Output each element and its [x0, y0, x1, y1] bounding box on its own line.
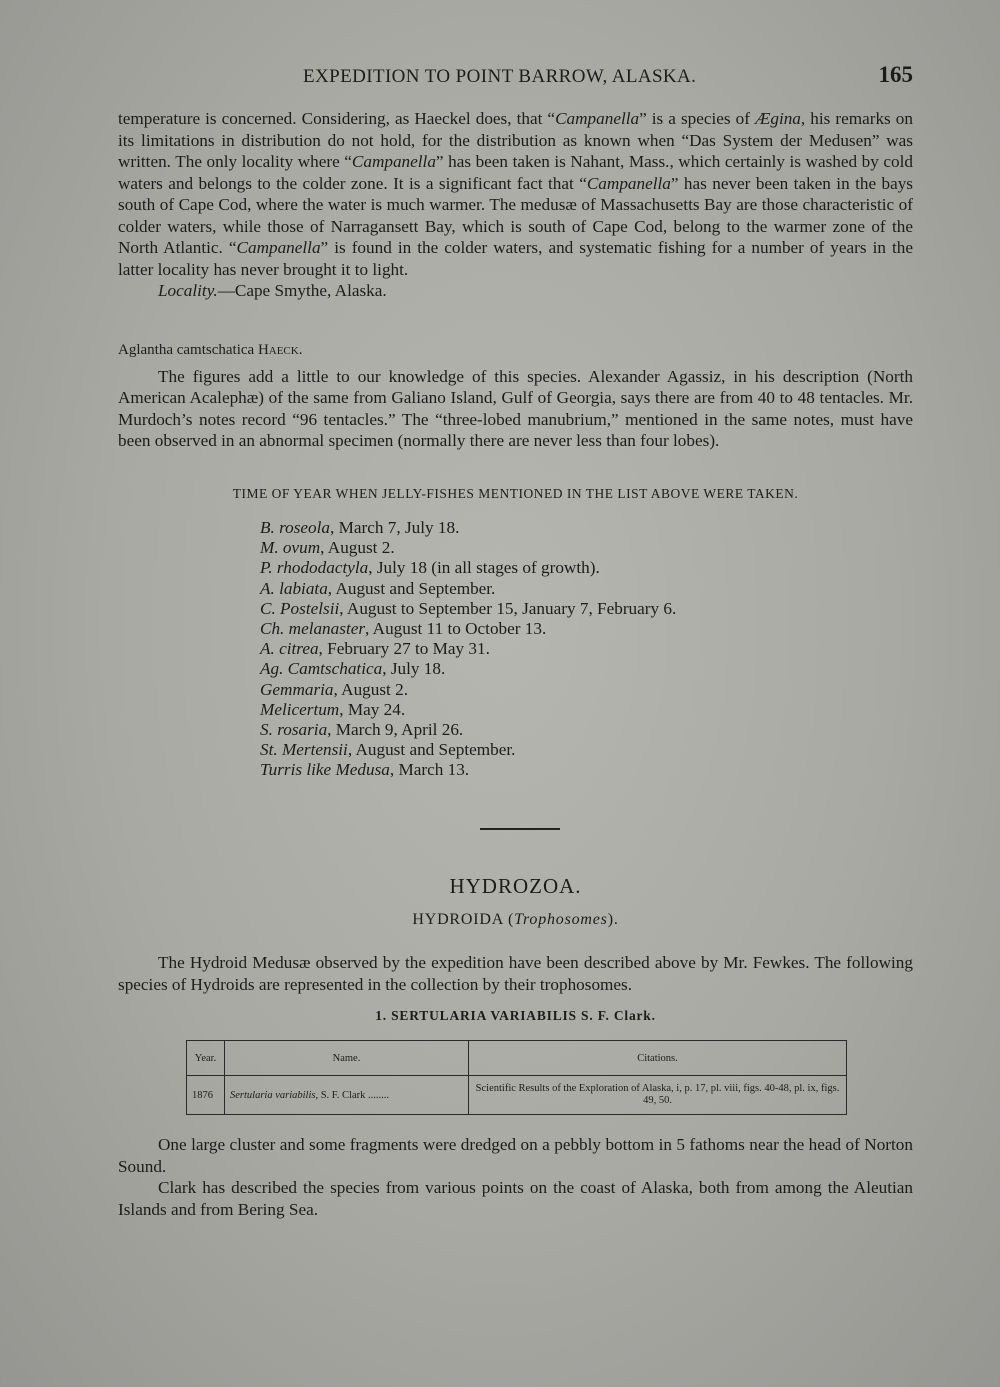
list-item-species: Gemmaria	[260, 679, 334, 699]
list-item-species: Melicertum	[260, 699, 340, 719]
list-item-dates: , August and September.	[327, 578, 496, 598]
cell-year: 1876	[187, 1076, 225, 1115]
locality-line: Locality.—Cape Smythe, Alaska.	[158, 281, 387, 300]
intro-section	[118, 108, 913, 302]
table-header-row	[187, 1041, 847, 1076]
section-title-hydrozoa: HYDROZOA.	[449, 874, 582, 898]
subsection-title-hydroida: HYDROIDA (Trophosomes).	[412, 911, 619, 928]
aglantha-paragraph: The figures add a little to our knowledge of this species. Alexander Agassiz, in his description (North American Acalephæ) of the same from Galiano Island, Gulf of Georgia, says there are from 40 to 48 tentacles. Mr. Murdoch’s notes record “96 tentacles.” The “three-lobed manubrium,” mentioned in the same notes, must have been observed in an abnormal specimen (normally there are never less than four lobes).	[118, 366, 913, 450]
list-item-species: P. rhododactyla	[260, 558, 369, 578]
sertularia-paragraph-2: Clark has described the species from various points on the coast of Alaska, both from among the Aleutian Islands and from Bering Sea.	[118, 1178, 913, 1219]
list-item-species: Turris like Medusa	[260, 760, 390, 780]
list-item-dates: , August 2.	[333, 679, 409, 699]
list-item-dates: , August to September 15, January 7, February 6.	[339, 598, 677, 618]
list-item	[260, 558, 860, 578]
page-header	[118, 62, 913, 92]
sertularia-notes	[118, 1134, 913, 1220]
list-item-species: M. ovum	[260, 538, 321, 558]
column-header-name: Name.	[225, 1041, 469, 1076]
aglantha-section	[118, 340, 913, 452]
locality-label: Locality.	[158, 281, 218, 300]
list-item-dates: , August and September.	[347, 740, 516, 760]
list-item-species: S. rosaria	[260, 720, 328, 740]
list-item	[260, 659, 860, 679]
list-item-dates: , February 27 to May 31.	[318, 639, 490, 659]
list-item	[260, 579, 860, 599]
intro-paragraph: temperature is concerned. Considering, as Haeckel does, that “Campanella” is a species of Ægina, his remarks on its limitations in distribution do not hold, for the distribution as known when “Das System der Medusen” was written. The only locality where “Campanella” has been taken is Nahant, Mass., which certainly is washed by cold waters and belongs to the colder zone. It is a significant fact that “Campanella” has never been taken in the bays south of Cape Cod, where the water is much warmer. The medusæ of Massachusetts Bay are those characteristic of colder waters, while those of Narragansett Bay, which is south of Cape Cod, belong to the warmer zone of the North Atlantic. “Campanella” is found in the colder waters, and systematic fishing for a number of years in the latter locality has never brought it to light.	[118, 109, 913, 279]
list-item	[260, 680, 860, 700]
cell-name: Sertularia variabilis, S. F. Clark ........	[225, 1076, 469, 1115]
list-item-dates: , July 18.	[382, 659, 446, 679]
list-item	[260, 518, 860, 538]
list-item	[260, 538, 860, 558]
hydrozoa-intro-paragraph: The Hydroid Medusæ observed by the expedition have been described above by Mr. Fewkes. The following species of Hydroids are represented in the collection by their trophosomes.	[118, 953, 913, 994]
list-item	[260, 619, 860, 639]
list-item-dates: , May 24.	[339, 699, 406, 719]
list-item-species: Ag. Camtschatica	[260, 659, 383, 679]
page-number: 165	[878, 62, 913, 87]
list-item	[260, 760, 860, 780]
list-item-species: B. roseola	[260, 518, 331, 537]
column-header-year: Year.	[187, 1041, 225, 1076]
list-item-dates: , August 2.	[320, 538, 395, 558]
column-header-citations: Citations.	[469, 1041, 847, 1076]
list-item-dates: , August 11 to October 13.	[365, 619, 547, 639]
list-item	[260, 720, 860, 740]
list-item-dates: , March 9, April 26.	[327, 720, 464, 740]
list-item-dates: , July 18 (in all stages of growth).	[368, 558, 600, 578]
time-list-caption: TIME OF YEAR WHEN JELLY-FISHES MENTIONED IN THE LIST ABOVE WERE TAKEN.	[232, 486, 799, 501]
running-head: EXPEDITION TO POINT BARROW, ALASKA.	[303, 66, 697, 87]
list-item-dates: , March 13.	[389, 760, 470, 780]
hydrozoa-intro	[118, 952, 913, 995]
list-item	[260, 740, 860, 760]
species-title-sertularia: 1. SERTULARIA VARIABILIS S. F. Clark.	[375, 1008, 656, 1023]
section-divider	[480, 828, 560, 830]
list-item-species: A. labiata	[260, 578, 328, 598]
list-item	[260, 639, 860, 659]
citations-table	[186, 1040, 847, 1115]
list-item-species: C. Postelsii	[260, 598, 340, 618]
list-item-dates: , March 7, July 18.	[330, 518, 460, 537]
cell-citation: Scientific Results of the Exploration of Alaska, i, p. 17, pl. viii, figs. 40-48, pl. ix, figs. 49, 50.	[469, 1076, 847, 1115]
table-row	[187, 1076, 847, 1115]
list-item-species: A. citrea	[260, 639, 319, 659]
sertularia-paragraph-1: One large cluster and some fragments were dredged on a pebbly bottom in 5 fathoms near the head of Norton Sound.	[118, 1135, 913, 1176]
list-item	[260, 700, 860, 720]
time-list	[260, 518, 860, 781]
list-item-species: St. Mertensii	[260, 740, 348, 760]
list-item-species: Ch. melanaster	[260, 619, 366, 639]
list-item	[260, 599, 860, 619]
aglantha-heading: Aglantha camtschatica Haeck.	[118, 342, 303, 358]
